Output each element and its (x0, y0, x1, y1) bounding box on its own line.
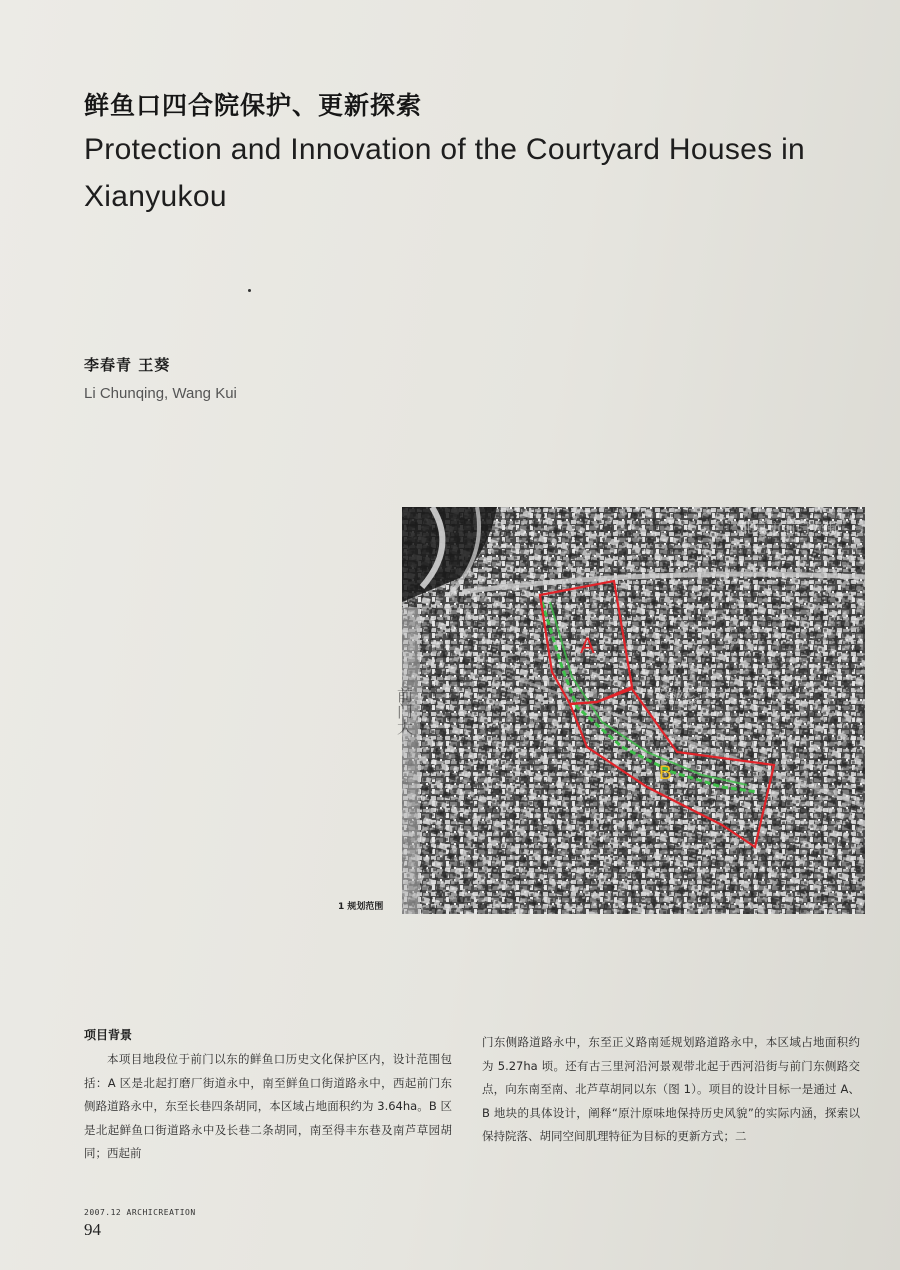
map-text-mid: 长巷四条 (651, 681, 702, 710)
footer-page-number: 94 (84, 1220, 101, 1239)
section-heading: 项目背景 (84, 1028, 133, 1042)
aerial-map-image (394, 507, 865, 914)
map-label-a: A (580, 633, 595, 658)
authors-english: Li Chunqing, Wang Kui (84, 385, 237, 402)
authors-chinese: 李春青 王葵 (84, 356, 171, 374)
body-column-1 (84, 1048, 452, 1166)
aerial-map-figure (394, 507, 865, 914)
footer-journal-name: 2007.12 ARCHICREATION (84, 1208, 196, 1217)
map-left-road (402, 607, 420, 914)
map-text-top: 北京市前门大街 (740, 521, 838, 537)
title-chinese: 鲜鱼口四合院保护、更新探索 (84, 91, 423, 120)
map-texture-fine (402, 507, 865, 914)
body-paragraph-2: 门东侧路道路永中，东至正义路南延规划路道路永中，本区域占地面积约为 5.27ha 顷。还有古三里河沿河景观带北起于西河沿街与前门东侧路交点，向东南至南、北芦草胡同以东（图 1）。项目的设计目标一是通过 A、B 地块的具体设计，阐释“原汁原味地保持历史风貌”的实际内涵，探索以保持院落、胡同空间肌理特征为目标的更新方式；二 (482, 1035, 860, 1143)
figure-caption: 1 规划范围 (338, 902, 384, 912)
map-label-b: B (659, 763, 672, 784)
map-text-left: 前门大 (394, 687, 414, 735)
body-paragraph-1: 本项目地段位于前门以东的鲜鱼口历史文化保护区内，设计范围包括：A 区是北起打磨厂街道永中，南至鲜鱼口街道路永中，西起前门东侧路道路永中，东至长巷四条胡同，本区域占地面积约为 3.64ha。B 区是北起鲜鱼口街道路永中及长巷二条胡同，南至得丰东巷及南芦草园胡同；西起前 (84, 1052, 452, 1160)
title-english: Protection and Innovation of the Courtyard Houses in Xianyukou (84, 133, 806, 213)
stray-dot (248, 289, 251, 292)
body-column-2 (482, 1031, 860, 1149)
